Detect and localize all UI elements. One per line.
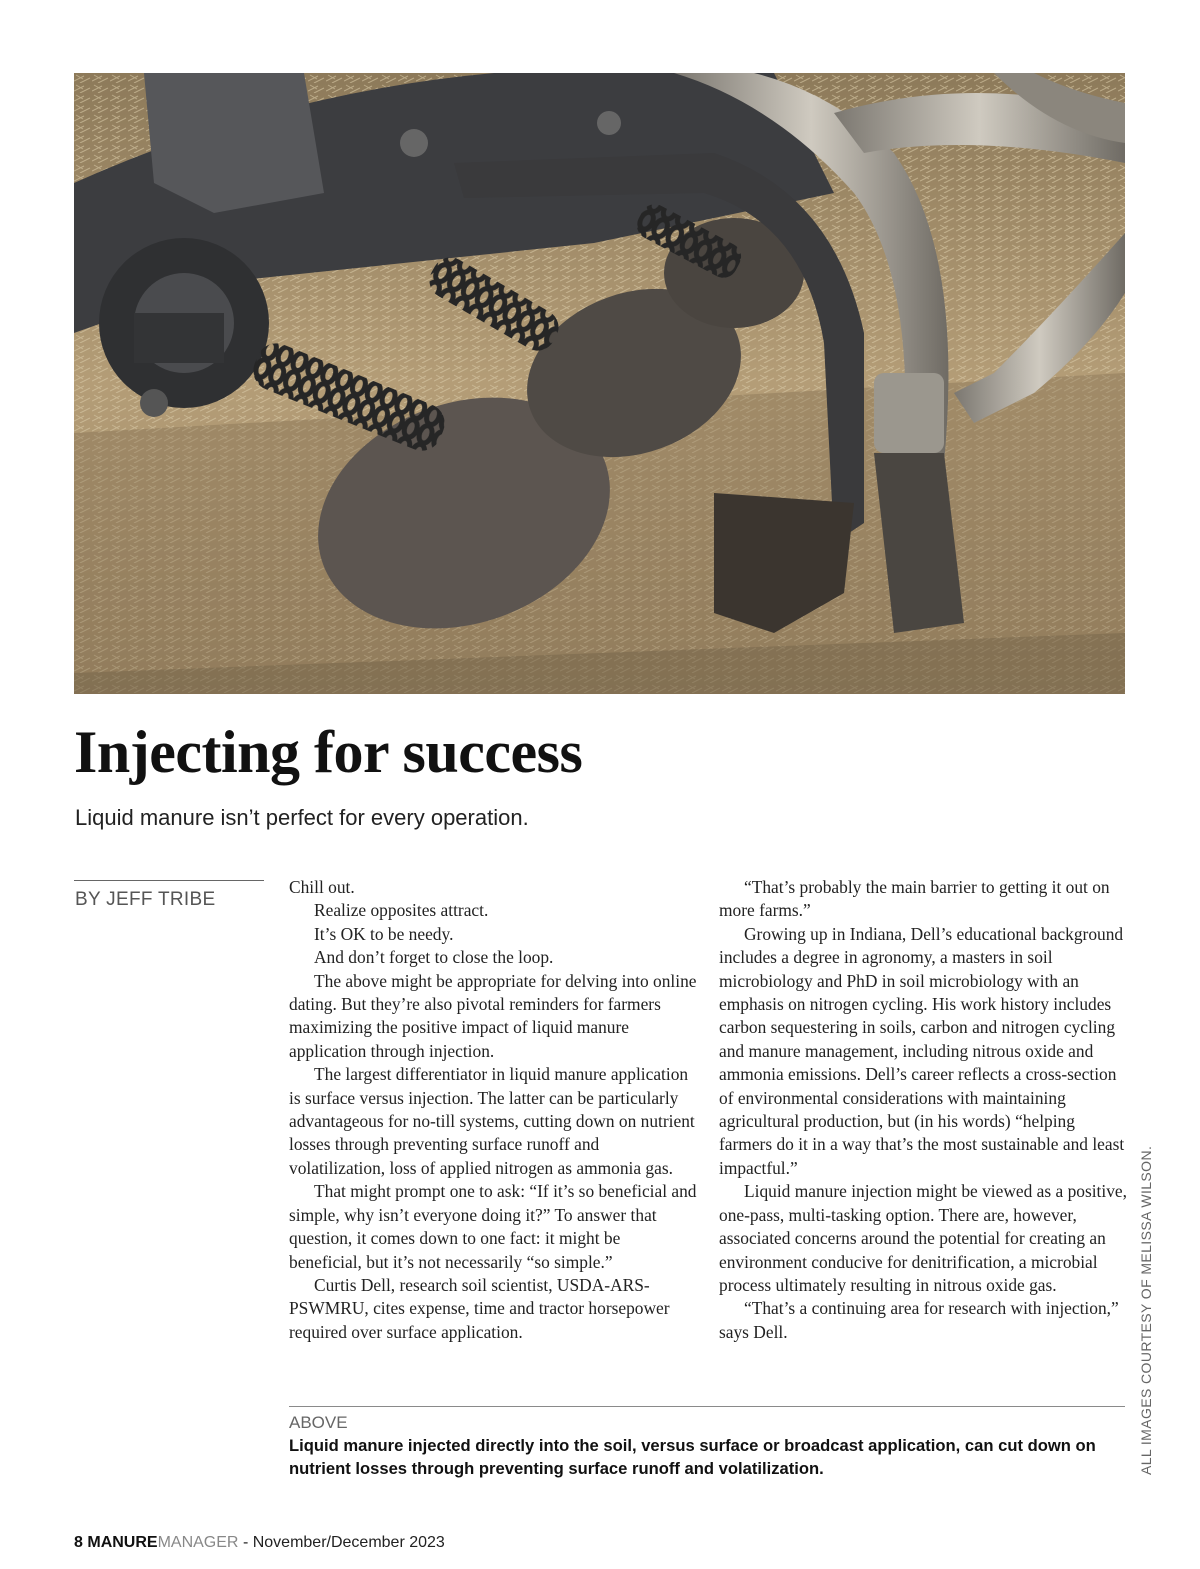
article-title: Injecting for success: [74, 719, 583, 785]
caption-label: ABOVE: [289, 1413, 348, 1432]
manure-injector-illustration: [74, 73, 1125, 694]
issue-date: - November/December 2023: [242, 1534, 445, 1551]
paragraph: Curtis Dell, research soil scientist, USDA-ARS-PSWMRU, cites expense, time and tractor horsepower required over surface application.: [289, 1274, 670, 1342]
paragraph: Realize opposites attract.: [314, 900, 489, 921]
caption-divider: [289, 1406, 1125, 1407]
body-column-2: [719, 876, 1127, 1344]
magazine-name-bold: MANURE: [87, 1534, 158, 1551]
paragraph: The largest differentiator in liquid manure application is surface versus injection. The latter can be particularly advantageous for no-till systems, cutting down on nutrient losses through preventing surface runoff and volatilization, loss of applied nitrogen as ammonia gas.: [289, 1064, 695, 1178]
page-number: 8: [74, 1534, 83, 1551]
paragraph: “That’s probably the main barrier to getting it out on more farms.”: [719, 877, 1110, 921]
paragraph: “That’s a continuing area for research with injection,” says Dell.: [719, 1298, 1119, 1342]
article-subtitle: Liquid manure isn’t perfect for every operation.: [75, 805, 529, 830]
page-footer: [74, 1531, 445, 1555]
byline-divider: [74, 880, 264, 881]
paragraph: Growing up in Indiana, Dell’s educational background includes a degree in agronomy, a masters in soil microbiology and PhD in soil microbiology with an emphasis on nitrogen cycling. His work history includes carbon sequestering in soils, carbon and nitrogen cycling and manure management, including nitrous oxide and ammonia emissions. Dell’s career reflects a cross-section of environmental considerations with maintaining agricultural production, but (in his words) “helping farmers do it in a way that’s the most sustainable and least impactful.”: [719, 923, 1125, 1178]
paragraph: And don’t forget to close the loop.: [314, 947, 554, 968]
hero-photo: [74, 73, 1125, 694]
photo-caption: Liquid manure injected directly into the soil, versus surface or broadcast application, can cut down on nutrient losses through preventing surface runoff and volatilization.: [289, 1436, 1096, 1478]
photo-credit: ALL IMAGES COURTESY OF MELISSA WILSON.: [1138, 1145, 1154, 1475]
paragraph: Chill out.: [289, 877, 355, 897]
magazine-name-light: MANAGER: [157, 1534, 239, 1551]
paragraph: The above might be appropriate for delving into online dating. But they’re also pivotal reminders for farmers maximizing the positive impact of liquid manure application through injection.: [289, 970, 697, 1061]
body-column-1: [289, 876, 697, 1344]
paragraph: Liquid manure injection might be viewed as a positive, one-pass, multi-tasking option. There are, however, associated concerns around the potential for creating an environment conducive for denitrification, a microbial process ultimately resulting in nitrous oxide gas.: [719, 1181, 1127, 1295]
paragraph: That might prompt one to ask: “If it’s so beneficial and simple, why isn’t everyone doing it?” To answer that question, it comes down to one fact: it might be beneficial, but it’s not necessarily “so simple.”: [289, 1181, 697, 1272]
byline: BY JEFF TRIBE: [75, 889, 216, 910]
paragraph: It’s OK to be needy.: [314, 923, 454, 944]
